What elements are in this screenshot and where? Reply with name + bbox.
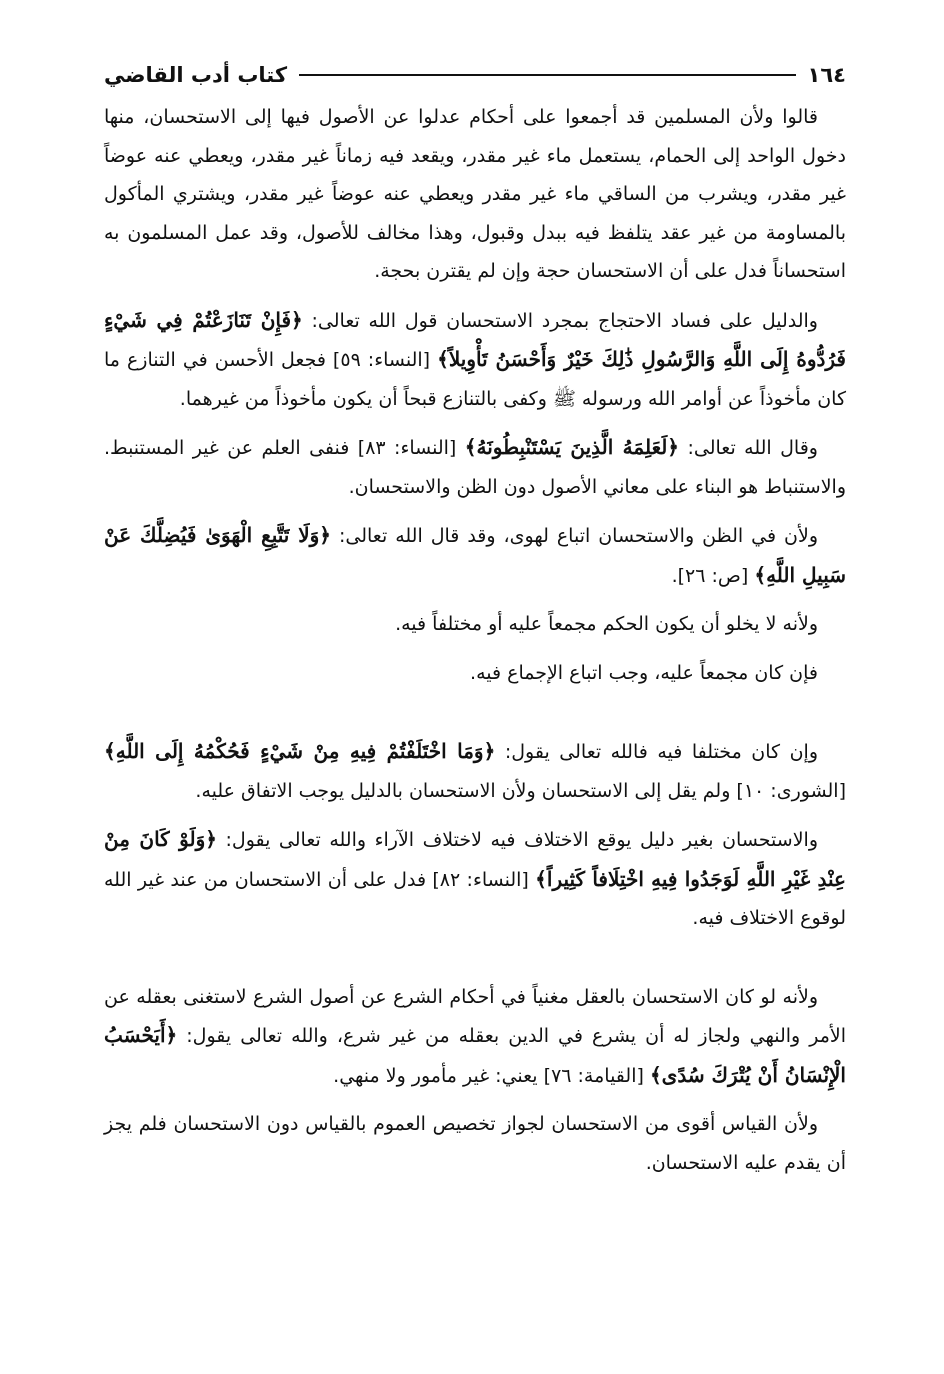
paragraph-text: وقال الله تعالى: <box>679 437 818 459</box>
paragraph-text: والاستحسان بغير دليل يوقع الاختلاف فيه لاختلاف الآراء والله تعالى يقول: <box>216 829 818 851</box>
page-header <box>104 60 846 90</box>
quran-verse: ﴿وَمَا اخْتَلَفْتُمْ فِيهِ مِنْ شَيْءٍ فَحُكْمُهُ إِلَى اللَّهِ﴾ <box>104 739 496 763</box>
paragraph-1 <box>104 98 846 291</box>
paragraph-text: [النساء: ٨٣] فنفى العلم عن غير المستنبط. والاستنباط هو البناء على معاني الأصول دون الظن والاستحسان. <box>104 437 846 498</box>
paragraph-text: [القيامة: ٧٦] يعني: غير مأمور ولا منهي. <box>333 1064 650 1087</box>
paragraph-text: [النساء: ٨٢] فدل على أن الاستحسان من عند غير الله لوقوع الاختلاف فيه. <box>104 868 846 929</box>
paragraph-text: قالوا ولأن المسلمين قد أجمعوا على أحكام عدلوا عن الأصول فيها إلى الاستحسان، منها دخول الواحد إلى الحمام، يستعمل ماء غير مقدر، ويقعد فيه زماناً غير مقدر، ويعطي عنه عوضاً غير مقدر، ويشرب من الساقي ماء غير مقدر ويعطي عنه عوضاً غير مقدر، ويشتري المأكول بالمساومة من غير عقد يتلفظ فيه ببدل وقبول، وهذا مخالف للأصول، وقد عمل المسلمون به استحساناً فدل على أن الاستحسان حجة وإن لم يقترن بحجة. <box>104 106 846 282</box>
quran-verse: ﴿وَلَوْ كَانَ مِنْ عِنْدِ غَيْرِ اللَّهِ لَوَجَدُوا فِيهِ اخْتِلَافاً كَثِيراً﴾ <box>104 827 846 891</box>
paragraph-text: [النساء: ٥٩] فجعل الأحسن في التنازع ما كان مأخوذاً عن أوامر الله ورسوله ﷺ وكفى بالتنازع قبحاً أن يكون مأخوذاً من غيرهما. <box>104 349 846 410</box>
running-title: كتاب أدب القاضي <box>104 63 288 87</box>
paragraph-8 <box>104 820 846 938</box>
paragraph-3 <box>104 428 846 506</box>
paragraph-5 <box>104 605 846 644</box>
book-page <box>104 60 846 1192</box>
paragraph-6 <box>104 654 846 693</box>
quran-verse: ﴿أَيَحْسَبُ الْإِنْسَانُ أَنْ يُتْرَكَ سُدًى﴾ <box>104 1023 846 1087</box>
quran-verse: ﴿لَعَلِمَهُ الَّذِينَ يَسْتَنْبِطُونَهُ﴾ <box>464 435 680 459</box>
quran-verse: ﴿وَلَا تَتَّبِعِ الْهَوَىٰ فَيُضِلَّكَ عَنْ سَبِيلِ اللَّهِ﴾ <box>104 523 846 587</box>
paragraph-text: والدليل على فساد الاحتجاج بمجرد الاستحسان قول الله تعالى: <box>302 309 818 332</box>
paragraph-text: ولأنه لا يخلو أن يكون الحكم مجمعاً عليه أو مختلفاً فيه. <box>395 613 818 635</box>
paragraph-text: وإن كان مختلفا فيه فالله تعالى يقول: <box>495 741 818 763</box>
paragraph-text: ولأن القياس أقوى من الاستحسان لجواز تخصيص العموم بالقياس دون الاستحسان فلم يجز أن يقدم عليه الاستحسان. <box>104 1113 846 1174</box>
quran-verse: ﴿فَإِنْ تَنَازَعْتُمْ فِي شَيْءٍ فَرُدُّوهُ إِلَى اللَّهِ وَالرَّسُولِ ذَٰلِكَ خَيْرٌ وَأَحْسَنُ تَأْوِيلاً﴾ <box>104 307 846 371</box>
paragraph-4 <box>104 516 846 595</box>
paragraph-2 <box>104 301 846 419</box>
paragraph-text: فإن كان مجمعاً عليه، وجب اتباع الإجماع فيه. <box>470 661 818 684</box>
paragraph-9 <box>104 978 846 1096</box>
paragraph-text: ولأن في الظن والاستحسان اتباع لهوى، وقد قال الله تعالى: <box>331 525 818 547</box>
paragraph-7 <box>104 732 846 810</box>
header-rule <box>299 74 795 76</box>
paragraph-text: [ص: ٢٦]. <box>671 564 755 587</box>
paragraph-10 <box>104 1105 846 1182</box>
paragraph-text: [الشورى: ١٠] ولم يقل إلى الاستحسان ولأن الاستحسان بالدليل يوجب الاتفاق عليه. <box>195 779 846 802</box>
page-number: ١٦٤ <box>807 63 846 87</box>
paragraph-text: ولأنه لو كان الاستحسان بالعقل مغنياً في أحكام الشرع عن أصول الشرع لاستغنى بعقله عن الأمر والنهي ولجاز له أن يشرع في الدين بعقله من غير شرع، والله تعالى يقول: <box>104 985 846 1047</box>
